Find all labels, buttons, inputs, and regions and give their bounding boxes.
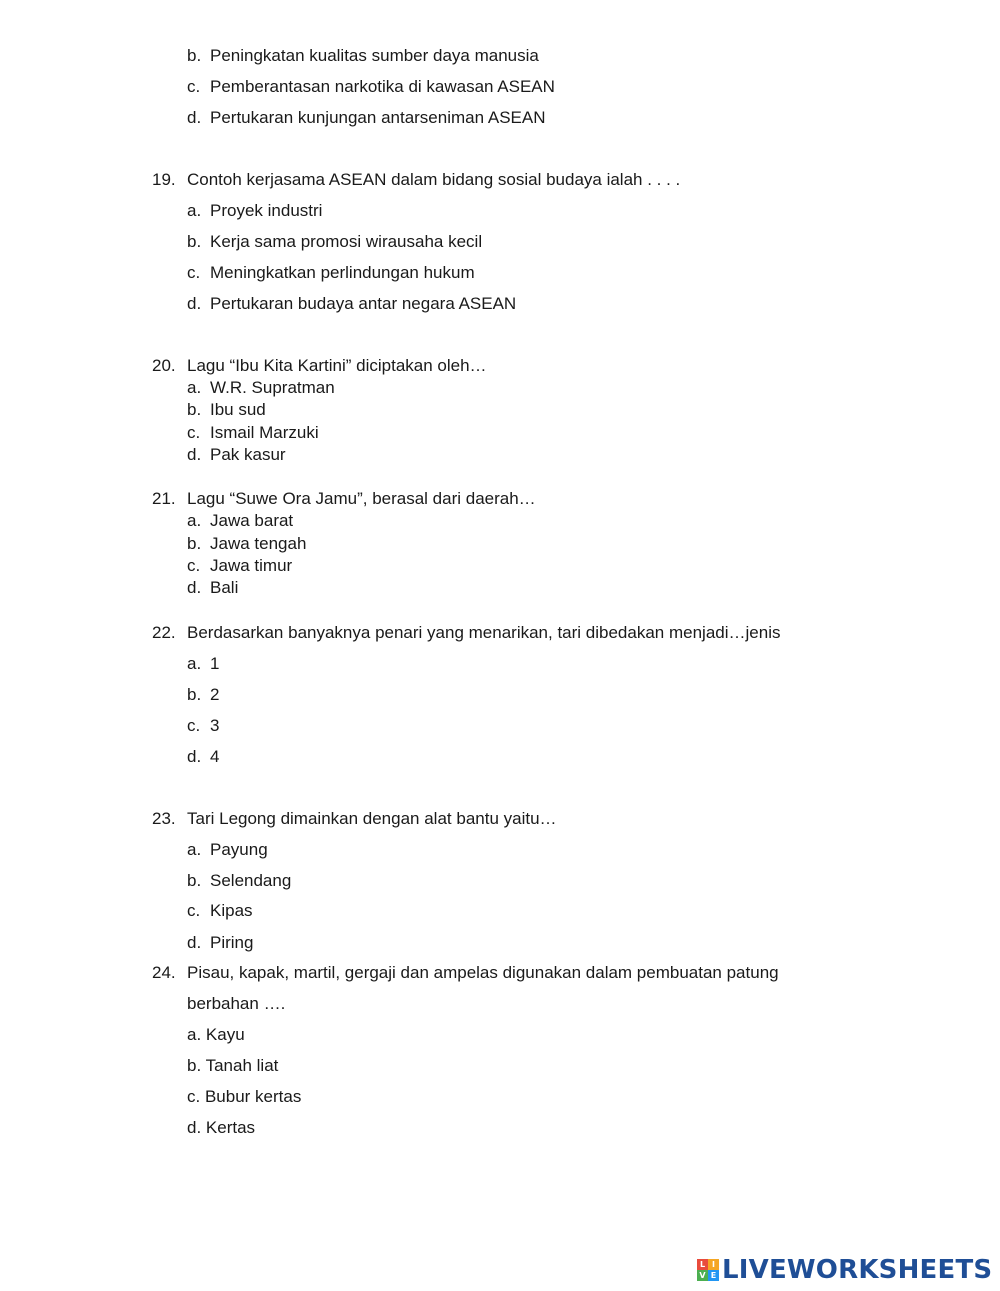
q20-option-b: b. Ibu sud (187, 400, 266, 419)
q20-question: 20. Lagu “Ibu Kita Kartini” diciptakan oleh… (152, 356, 487, 375)
q22-question: 22. Berdasarkan banyaknya penari yang menarikan, tari dibedakan menjadi…jenis (152, 623, 781, 642)
q20-option-a: a. W.R. Supratman (187, 378, 335, 397)
q21-option-d: d. Bali (187, 578, 239, 597)
q21-option-c: c. Jawa timur (187, 556, 293, 575)
q20-option-c: c. Ismail Marzuki (187, 423, 319, 442)
q24-question-line2: berbahan …. (187, 994, 286, 1013)
q22-option-a: a. 1 (187, 654, 220, 673)
logo-letter-e: E (708, 1270, 719, 1281)
q23-option-b: b. Selendang (187, 871, 292, 890)
q23-option-a: a. Payung (187, 840, 268, 859)
q21-option-a: a. Jawa barat (187, 511, 294, 530)
q19-option-b: b. Kerja sama promosi wirausaha kecil (187, 232, 483, 251)
logo-letter-i: I (708, 1259, 719, 1270)
q24-option-a: a. Kayu (187, 1025, 245, 1044)
logo-letter-l: L (697, 1259, 708, 1270)
q22-option-d: d. 4 (187, 747, 220, 766)
q23-option-c: c. Kipas (187, 901, 253, 920)
q24-option-b: b. Tanah liat (187, 1056, 279, 1075)
q23-option-d: d. Piring (187, 933, 254, 952)
q19-option-c: c. Meningkatkan perlindungan hukum (187, 263, 475, 282)
q22-option-c: c. 3 (187, 716, 220, 735)
q21-question: 21. Lagu “Suwe Ora Jamu”, berasal dari daerah… (152, 489, 536, 508)
q22-option-b: b. 2 (187, 685, 220, 704)
q23-question: 23. Tari Legong dimainkan dengan alat bantu yaitu… (152, 809, 557, 828)
logo-letter-v: V (697, 1270, 708, 1281)
q18-option-c: c. Pemberantasan narkotika di kawasan ASEAN (187, 77, 555, 96)
q19-question: 19. Contoh kerjasama ASEAN dalam bidang sosial budaya ialah . . . . (152, 170, 681, 189)
liveworksheets-logo-text: LIVEWORKSHEETS (722, 1255, 993, 1285)
q19-option-a: a. Proyek industri (187, 201, 323, 220)
q21-option-b: b. Jawa tengah (187, 534, 307, 553)
q24-question-line1: 24. Pisau, kapak, martil, gergaji dan ampelas digunakan dalam pembuatan patung (152, 963, 779, 982)
liveworksheets-logo-icon (697, 1259, 719, 1281)
liveworksheets-logo (697, 1257, 992, 1283)
q18-option-b: b. Peningkatan kualitas sumber daya manusia (187, 46, 539, 65)
q18-option-d: d. Pertukaran kunjungan antarseniman ASEAN (187, 108, 546, 127)
q19-option-d: d. Pertukaran budaya antar negara ASEAN (187, 294, 517, 313)
q24-option-c: c. Bubur kertas (187, 1087, 302, 1106)
q24-option-d: d. Kertas (187, 1118, 256, 1137)
q20-option-d: d. Pak kasur (187, 445, 286, 464)
